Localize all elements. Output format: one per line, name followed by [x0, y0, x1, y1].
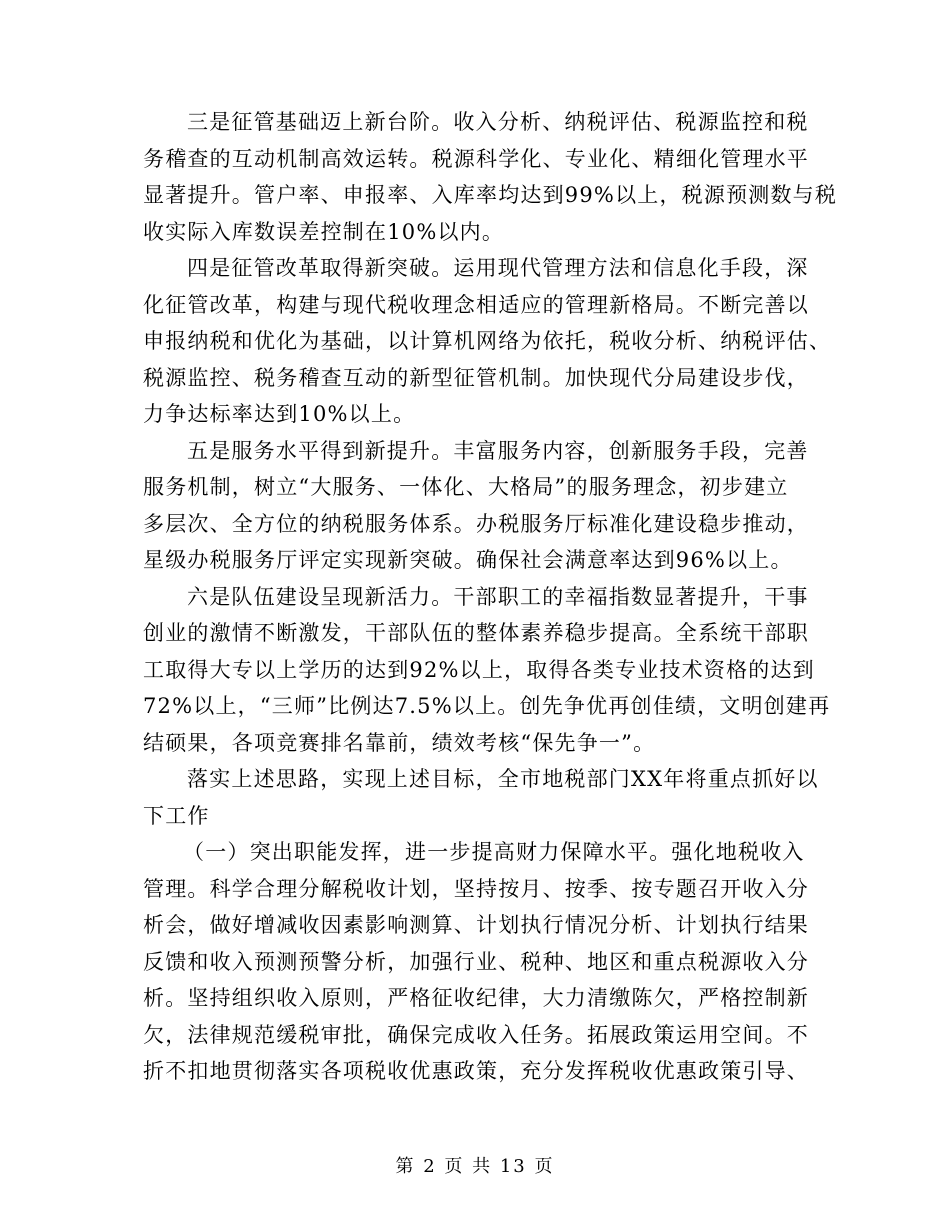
text-line: 五是服务水平得到新提升。丰富服务内容，创新服务手段，完善: [187, 438, 809, 463]
text-line: 下工作: [143, 803, 210, 828]
text-line: 力争达标率达到10%以上。: [143, 402, 416, 426]
text-line: 管理。科学合理分解税收计划，坚持按月、按季、按专题召开收入分: [143, 876, 809, 901]
text-line: 欠，法律规范缓税审批，确保完成收入任务。拓展政策运用空间。不: [143, 1022, 809, 1047]
text-line: 星级办税服务厅评定实现新突破。确保社会满意率达到96%以上。: [143, 548, 793, 572]
text-line: 创业的激情不断激发，干部队伍的整体素养稳步提高。全系统干部职: [143, 621, 809, 645]
text-line: 结硕果，各项竞赛排名靠前，绩效考核“保先争一”。: [143, 730, 656, 755]
document-body: [143, 104, 838, 1090]
text-line: 申报纳税和优化为基础，以计算机网络为依托，税收分析、纳税评估、: [143, 329, 832, 353]
text-line: 工取得大专以上学历的达到92%以上，取得各类专业技术资格的达到: [143, 657, 815, 682]
text-line: 多层次、全方位的纳税服务体系。办税服务厅标准化建设稳步推动，: [143, 511, 809, 536]
text-line: 化征管改革，构建与现代税收理念相适应的管理新格局。不断完善以: [143, 292, 809, 317]
text-line: （一）突出职能发挥，进一步提高财力保障水平。强化地税收入: [183, 840, 805, 864]
text-line: 务稽查的互动机制高效运转。税源科学化、专业化、精细化管理水平: [143, 146, 809, 171]
text-line: 折不扣地贯彻落实各项税收优惠政策，充分发挥税收优惠政策引导、: [143, 1059, 809, 1083]
text-line: 72%以上，“三师”比例达7.5%以上。创先争优再创佳绩，文明创建再: [143, 694, 831, 718]
text-line: 服务机制，树立“大服务、一体化、大格局”的服务理念，初步建立: [143, 475, 789, 499]
text-line: 反馈和收入预测预警分析，加强行业、税种、地区和重点税源收入分: [143, 949, 809, 974]
text-line: 落实上述思路，实现上述目标，全市地税部门XX年将重点抓好以: [187, 767, 819, 791]
text-line: 析。坚持组织收入原则，严格征收纪律，大力清缴陈欠，严格控制新: [143, 986, 809, 1010]
text-line: 四是征管改革取得新突破。运用现代管理方法和信息化手段，深: [187, 256, 809, 280]
page-number-footer: 第 2 页 共 13 页: [395, 1156, 555, 1177]
text-line: 收实际入库数误差控制在10%以内。: [143, 219, 505, 244]
text-line: 显著提升。管户率、申报率、入库率均达到99%以上，税源预测数与税: [143, 183, 838, 207]
text-line: 析会，做好增减收因素影响测算、计划执行情况分析、计划执行结果: [143, 913, 809, 937]
text-line: 税源监控、税务稽查互动的新型征管机制。加快现代分局建设步伐，: [143, 365, 809, 390]
text-line: 六是队伍建设呈现新活力。干部职工的幸福指数显著提升，干事: [187, 584, 809, 609]
text-line: 三是征管基础迈上新台阶。收入分析、纳税评估、税源监控和税: [187, 110, 809, 134]
